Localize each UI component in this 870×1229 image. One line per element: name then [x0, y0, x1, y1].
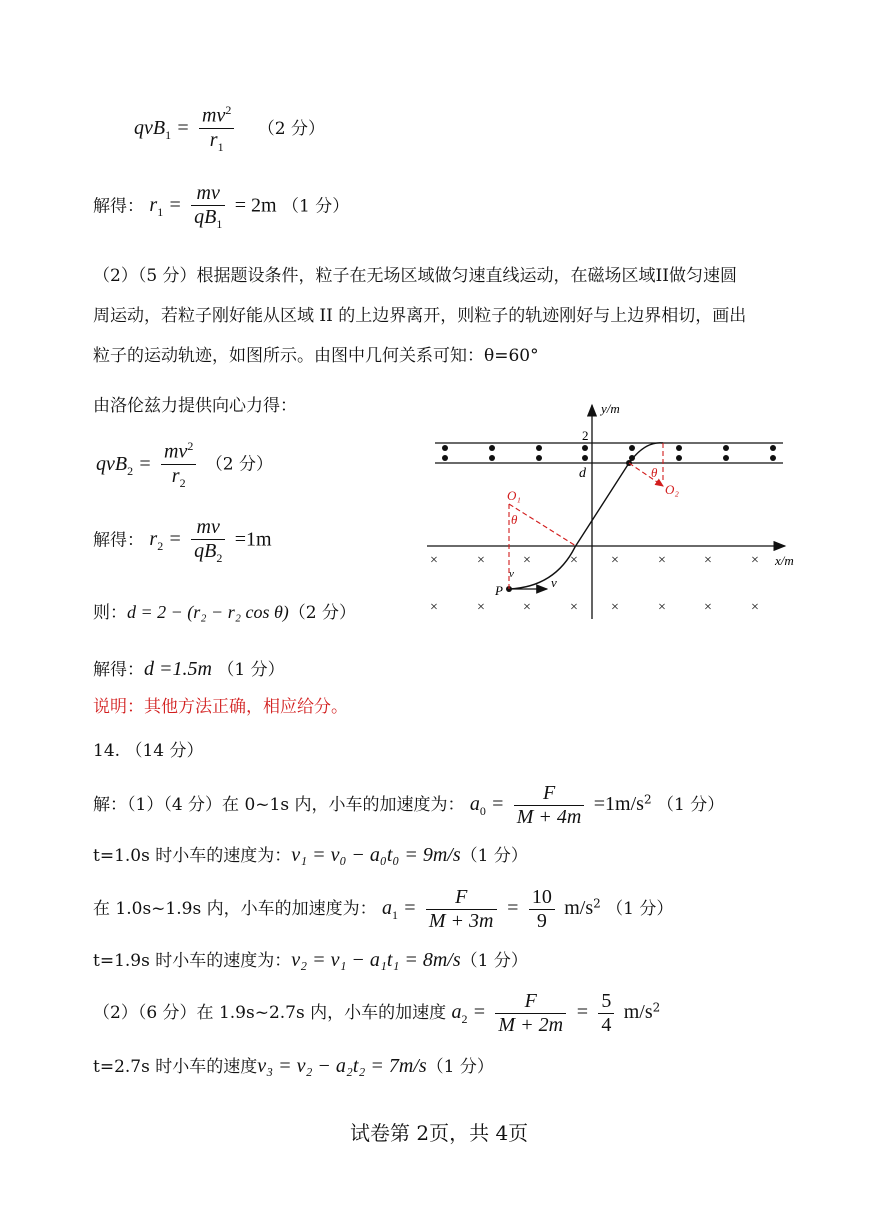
paragraph-2-line-2: 周运动，若粒子刚好能从区域 II 的上边界离开，则粒子的轨迹刚好与上边界相切，画出 — [93, 306, 747, 326]
label-O1: O₁ — [507, 488, 521, 503]
label-theta-2: θ — [651, 465, 658, 480]
q14-line-4: t=1.9s 时小车的速度为：v₂ = v₁ − a₁t₁ = 8m/s（1 分） — [93, 949, 528, 971]
svg-text:×: × — [477, 600, 485, 615]
q14-line-3: 在 1.0s~1.9s 内，小车的加速度为： $a_1$ = $\frac{F}{M + 3m}$ = $\frac{10}{9}$ $m/s^2$ （1 分） — [93, 886, 674, 932]
equation-2: qvB$_2$ = $\frac{mv^2}{r_2}$ （2 分） — [96, 439, 273, 490]
label-v: v — [551, 575, 557, 590]
lorentz-text: 由洛伦兹力提供向心力得： — [93, 396, 297, 416]
label-v-left: v — [509, 568, 514, 580]
q14-line-1: 解：（1）（4 分）在 0~1s 内，小车的加速度为： $a_0$ = $\frac{F}{M + 4m}$ $=1m/s^2$ （1 分） — [93, 782, 725, 828]
svg-text:×: × — [477, 553, 485, 568]
q14-line-6: t=2.7s 时小车的速度v₃ = v₂ − a₂t₂ = 7m/s（1 分） — [93, 1055, 494, 1077]
svg-text:×: × — [570, 600, 578, 615]
O2-radius — [629, 463, 663, 486]
paragraph-2-line-3: 粒子的运动轨迹，如图所示。由图中几何关系可知：θ=60° — [93, 346, 539, 366]
solve-3: 解得：d =1.5m （1 分） — [93, 658, 285, 680]
svg-text:×: × — [751, 553, 759, 568]
field-crosses — [430, 553, 759, 615]
y-axis-label: y/m — [601, 401, 620, 416]
svg-text:×: × — [611, 553, 619, 568]
equation-1-score: （2 分） — [257, 118, 325, 139]
svg-text:×: × — [704, 600, 712, 615]
svg-text:×: × — [523, 553, 531, 568]
field-dots — [442, 445, 776, 461]
q14-line-2: t=1.0s 时小车的速度为：v₁ = v₀ − a₀t₀ = 9m/s（1 分） — [93, 844, 528, 866]
scoring-note: 说明：其他方法正确，相应给分。 — [93, 697, 348, 717]
x-axis-label: x/m — [775, 553, 794, 568]
svg-text:×: × — [570, 553, 578, 568]
svg-text:×: × — [611, 600, 619, 615]
label-P: P — [495, 583, 503, 598]
svg-text:×: × — [430, 600, 438, 615]
solve-1: 解得： $r_1$ = $\frac{mv}{qB_1}$ = 2m （1 分） — [93, 182, 350, 231]
svg-text:×: × — [523, 600, 531, 615]
equation-1: qvB$_1$ = $\frac{mv^2}{r_1}$ （2 分） — [134, 103, 325, 154]
page-footer: 试卷第 2页，共 4页 — [350, 1121, 529, 1145]
svg-text:×: × — [658, 600, 666, 615]
particle-trajectory — [509, 443, 663, 589]
question-14-header: 14. （14 分） — [93, 741, 204, 761]
label-theta-1: θ — [511, 512, 518, 527]
tick-2-label: 2 — [582, 428, 589, 443]
svg-text:×: × — [430, 553, 438, 568]
d-label: d — [579, 466, 586, 481]
svg-text:×: × — [704, 553, 712, 568]
paragraph-2-line-1: （2）（5 分）根据题设条件，粒子在无场区域做匀速直线运动，在磁场区域II做匀速圆 — [93, 266, 737, 286]
then-line: 则：d = 2 − (r₂ − r₂ cos θ)（2 分） — [93, 602, 357, 623]
trajectory-figure — [405, 397, 805, 627]
svg-text:×: × — [751, 600, 759, 615]
O1-radius-to-axis — [509, 504, 576, 546]
label-O2: O₂ — [665, 482, 679, 497]
q14-line-5: （2）（6 分）在 1.9s~2.7s 内，小车的加速度 $a_2$ = $\frac{F}{M + 2m}$ = $\frac{5}{4}$ $m/s^2$ — [93, 990, 661, 1036]
solve-2: 解得： $r_2$ = $\frac{mv}{qB_2}$ =1m — [93, 516, 272, 565]
svg-text:×: × — [658, 553, 666, 568]
